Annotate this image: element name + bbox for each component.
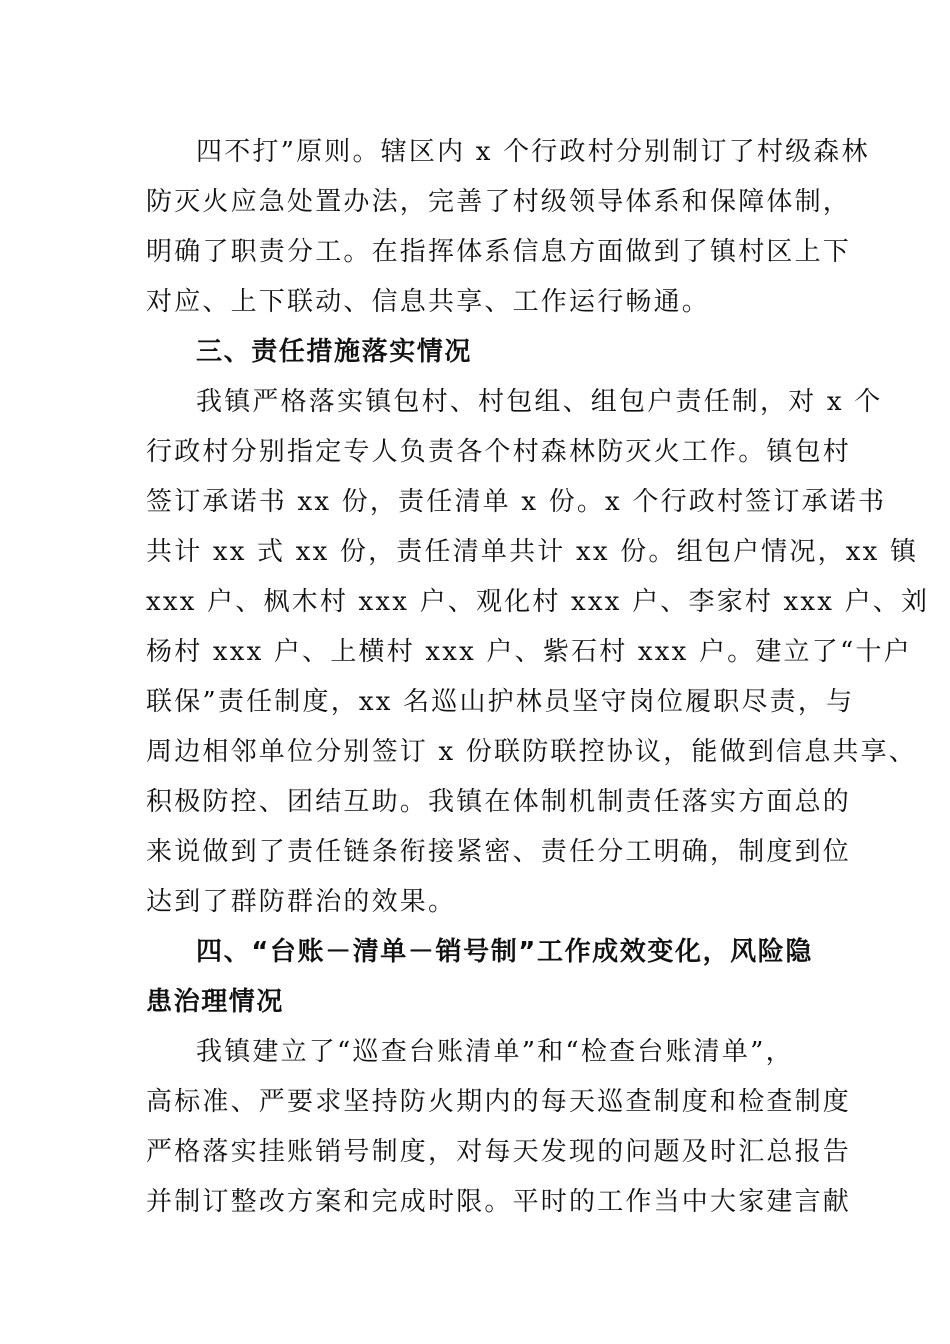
paragraph-line: 我镇严格落实镇包村、村包组、组包户责任制，对 x 个 bbox=[196, 387, 883, 417]
paragraph-line: 联保”责任制度，xx 名巡山护林员坚守岗位履职尽责，与 bbox=[146, 687, 855, 717]
paragraph-line: xxx 户、枫木村 xxx 户、观化村 xxx 户、李家村 xxx 户、刘 bbox=[146, 587, 930, 617]
paragraph-line: 严格落实挂账销号制度，对每天发现的问题及时汇总报告 bbox=[146, 1137, 852, 1167]
paragraph-line: 高标准、严要求坚持防火期内的每天巡查制度和检查制度 bbox=[146, 1087, 852, 1117]
paragraph-line: 并制订整改方案和完成时限。平时的工作当中大家建言献 bbox=[146, 1187, 852, 1217]
section-heading: 四、“台账－清单－销号制”工作成效变化，风险隐 bbox=[196, 937, 813, 967]
paragraph-line: 明确了职责分工。在指挥体系信息方面做到了镇村区上下 bbox=[146, 237, 852, 267]
paragraph-line: 对应、上下联动、信息共享、工作运行畅通。 bbox=[146, 287, 711, 317]
paragraph-line: 行政村分别指定专人负责各个村森林防灭火工作。镇包村 bbox=[146, 437, 852, 467]
paragraph-line: 周边相邻单位分别签订 x 份联防联控协议，能做到信息共享、 bbox=[146, 737, 917, 767]
paragraph-line: 达到了群防群治的效果。 bbox=[146, 887, 457, 917]
section-heading-continued: 患治理情况 bbox=[146, 987, 285, 1017]
paragraph-line: 签订承诺书 xx 份，责任清单 x 份。x 个行政村签订承诺书 bbox=[146, 487, 887, 517]
paragraph-line: 四不打”原则。辖区内 x 个行政村分别制订了村级森林 bbox=[196, 137, 870, 167]
paragraph-line: 杨村 xxx 户、上横村 xxx 户、紫石村 xxx 户。建立了“十户 bbox=[146, 637, 912, 667]
paragraph-line: 共计 xx 式 xx 份，责任清单共计 xx 份。组包户情况，xx 镇 bbox=[146, 537, 919, 567]
paragraph-line: 来说做到了责任链条衔接紧密、责任分工明确，制度到位 bbox=[146, 837, 852, 867]
paragraph-line: 积极防控、团结互助。我镇在体制机制责任落实方面总的 bbox=[146, 787, 852, 817]
paragraph-line: 我镇建立了“巡查台账清单”和“检查台账清单”， bbox=[196, 1037, 794, 1067]
paragraph-line: 防灭火应急处置办法，完善了村级领导体系和保障体制， bbox=[146, 187, 852, 217]
section-heading: 三、责任措施落实情况 bbox=[196, 337, 473, 367]
